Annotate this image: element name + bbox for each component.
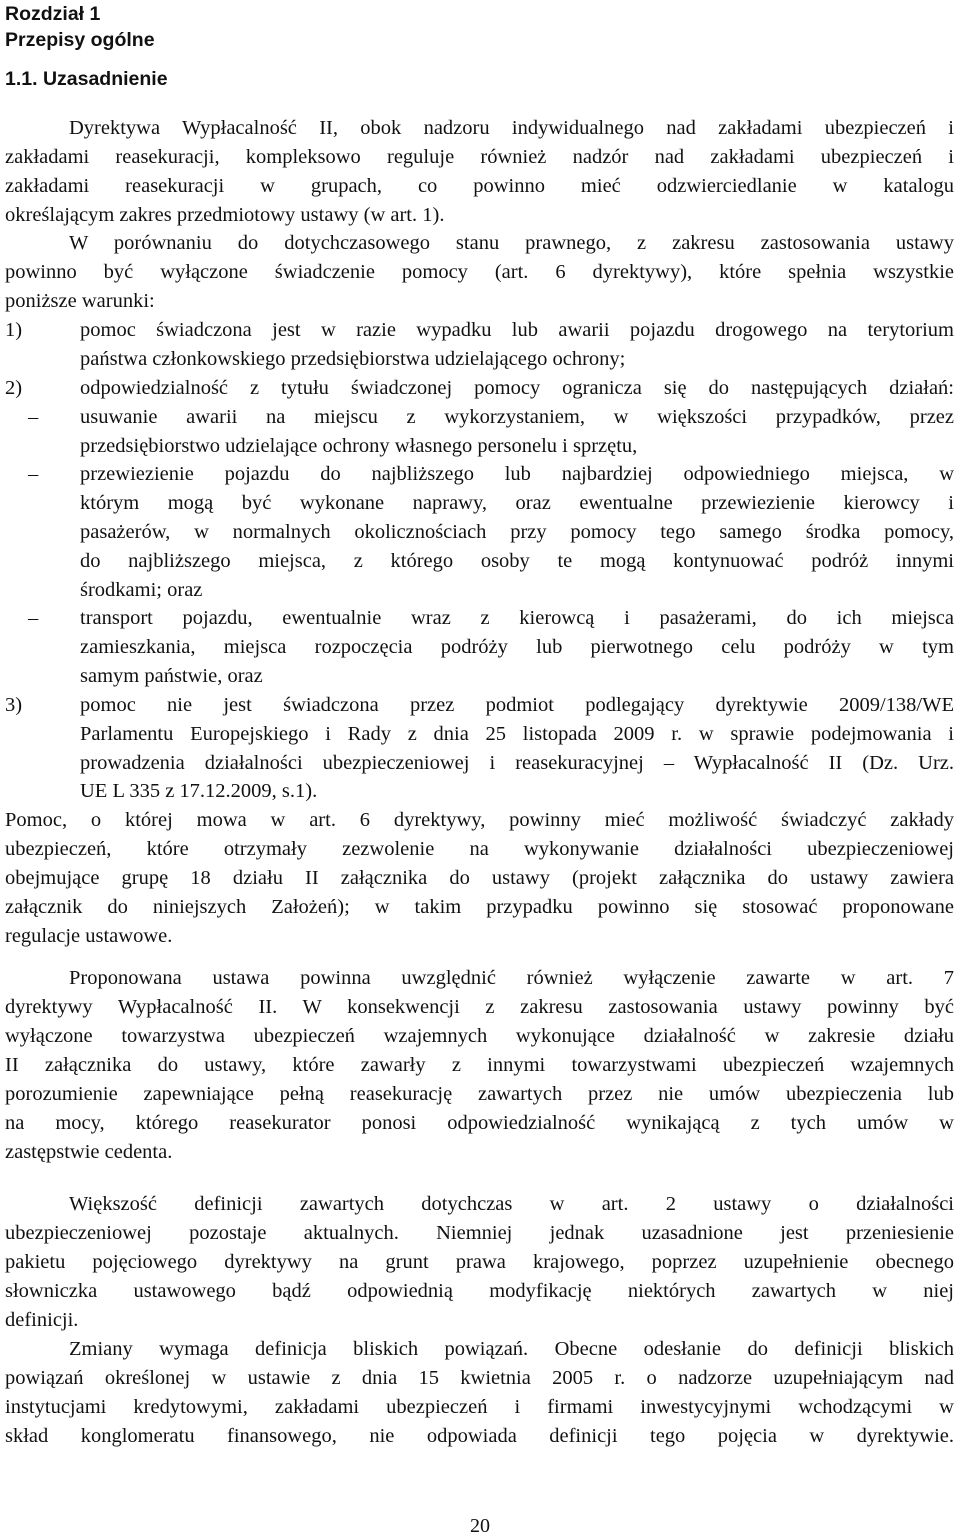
page-number: 20 xyxy=(470,1515,490,1537)
text-line: prowadzenia działalności ubezpieczeniowej i reasekuracyjnej – Wypłacalność II (Dz. Urz. xyxy=(80,752,954,774)
text-line: II załącznika do ustawy, które zawarły z innymi towarzystwami ubezpieczeń wzajemnych xyxy=(5,1054,954,1076)
text-line: do najbliższego miejsca, z którego osoby te mogą kontynuować podróż innymi xyxy=(80,550,954,572)
text-line: obejmujące grupę 18 działu II załącznika do ustawy (projekt załącznika do ustawy zawiera xyxy=(5,867,954,889)
text-line: 2) odpowiedzialność z tytułu świadczonej pomocy ogranicza się do następujących działań: xyxy=(80,374,954,403)
text-line: UE L 335 z 17.12.2009, s.1). xyxy=(80,780,318,802)
text-line: powiązań określonej w ustawie z dnia 15 kwietnia 2005 r. o nadzorze uzupełniającym nad xyxy=(5,1367,954,1389)
text-line: zakładami reasekuracji, kompleksowo reguluje również nadzór nad zakładami ubezpieczeń i xyxy=(5,146,954,168)
text-line: Większość definicji zawartych dotychczas w art. 2 ustawy o działalności xyxy=(69,1193,954,1215)
text-line: którym mogą być wykonane naprawy, oraz ewentualne przewiezienie kierowcy i xyxy=(80,492,954,514)
text-line: Dyrektywa Wypłacalność II, obok nadzoru indywidualnego nad zakładami ubezpieczeń i xyxy=(69,117,954,139)
text-line: słowniczka ustawowego bądź odpowiednią modyfikację niektórych zawartych w niej xyxy=(5,1280,954,1302)
list-dash: – xyxy=(28,463,39,485)
chapter-heading: Rozdział 1 xyxy=(5,3,101,25)
text-line: środkami; oraz xyxy=(80,579,203,601)
list-dash: – xyxy=(28,406,39,428)
list-number: 2) xyxy=(5,377,23,399)
text-line: Zmiany wymaga definicja bliskich powiązań. Obecne odesłanie do definicji bliskich xyxy=(69,1338,954,1360)
text-line: definicji. xyxy=(5,1309,79,1331)
text-line: pakietu pojęciowego dyrektywy na grunt prawa krajowego, poprzez uzupełnienie obecnego xyxy=(5,1251,954,1273)
text-line: określającym zakres przedmiotowy ustawy (w art. 1). xyxy=(5,204,445,226)
list-number: 3) xyxy=(5,694,23,716)
text-line: 1) pomoc świadczona jest w razie wypadku lub awarii pojazdu drogowego na terytorium xyxy=(80,316,954,345)
text-line: dyrektywy Wypłacalność II. W konsekwencji z zakresu zastosowania ustawy powinny być xyxy=(5,996,954,1018)
text-line: zamieszkania, miejsca rozpoczęcia podróży lub pierwotnego celu podróży w tym xyxy=(80,636,954,658)
text-line: regulacje ustawowe. xyxy=(5,925,173,947)
text-line: załącznik do niniejszych Założeń); w takim przypadku powinno się stosować proponowane xyxy=(5,896,954,918)
chapter-title: Przepisy ogólne xyxy=(5,29,155,51)
text-line: – przewiezienie pojazdu do najbliższego lub najbardziej odpowiedniego miejsca, w xyxy=(80,460,954,489)
list-number: 1) xyxy=(5,319,23,341)
text-line: instytucjami kredytowymi, zakładami ubezpieczeń i firmami inwestycyjnymi wchodzącymi w xyxy=(5,1396,954,1418)
text-line: zakładami reasekuracji w grupach, co powinno mieć odzwierciedlanie w katalogu xyxy=(5,175,954,197)
text-line: państwa członkowskiego przedsiębiorstwa udzielającego ochrony; xyxy=(80,348,626,370)
text-line: Pomoc, o której mowa w art. 6 dyrektywy, powinny mieć możliwość świadczyć zakłady xyxy=(5,809,954,831)
text-line: – transport pojazdu, ewentualnie wraz z kierowcą i pasażerami, do ich miejsca xyxy=(80,604,954,633)
list-dash: – xyxy=(28,607,39,629)
text-line: Proponowana ustawa powinna uwzględnić również wyłączenie zawarte w art. 7 xyxy=(69,967,954,989)
text-line: wyłączone towarzystwa ubezpieczeń wzajemnych wykonujące działalność w zakresie działu xyxy=(5,1025,954,1047)
text-line: powinno być wyłączone świadczenie pomocy (art. 6 dyrektywy), które spełnia wszystkie xyxy=(5,261,954,283)
text-line: 3) pomoc nie jest świadczona przez podmiot podlegający dyrektywie 2009/138/WE xyxy=(80,691,954,720)
text-line: ubezpieczeniowej pozostaje aktualnych. Niemniej jednak uzasadnione jest przeniesienie xyxy=(5,1222,954,1244)
text-line: pasażerów, w normalnych okolicznościach przy pomocy tego samego środka pomocy, xyxy=(80,521,954,543)
section-heading: 1.1. Uzasadnienie xyxy=(5,68,168,90)
text-line: Parlamentu Europejskiego i Rady z dnia 25 listopada 2009 r. w sprawie podejmowania i xyxy=(80,723,954,745)
text-line: skład konglomeratu finansowego, nie odpowiada definicji tego pojęcia w dyrektywie. xyxy=(5,1425,954,1447)
text-line: W porównaniu do dotychczasowego stanu prawnego, z zakresu zastosowania ustawy xyxy=(69,232,954,254)
text-line: porozumienie zapewniające pełną reasekurację zawartych przez nie umów ubezpieczenia lub xyxy=(5,1083,954,1105)
text-line: zastępstwie cedenta. xyxy=(5,1141,173,1163)
text-line: samym państwie, oraz xyxy=(80,665,263,687)
text-line: – usuwanie awarii na miejscu z wykorzystaniem, w większości przypadków, przez xyxy=(80,403,954,432)
text-line: na mocy, którego reasekurator ponosi odpowiedzialność wynikającą z tych umów w xyxy=(5,1112,954,1134)
text-line: przedsiębiorstwo udzielające ochrony własnego personelu i sprzętu, xyxy=(80,435,638,457)
text-line: poniższe warunki: xyxy=(5,290,155,312)
text-line: ubezpieczeń, które otrzymały zezwolenie na wykonywanie działalności ubezpieczeniowej xyxy=(5,838,954,860)
